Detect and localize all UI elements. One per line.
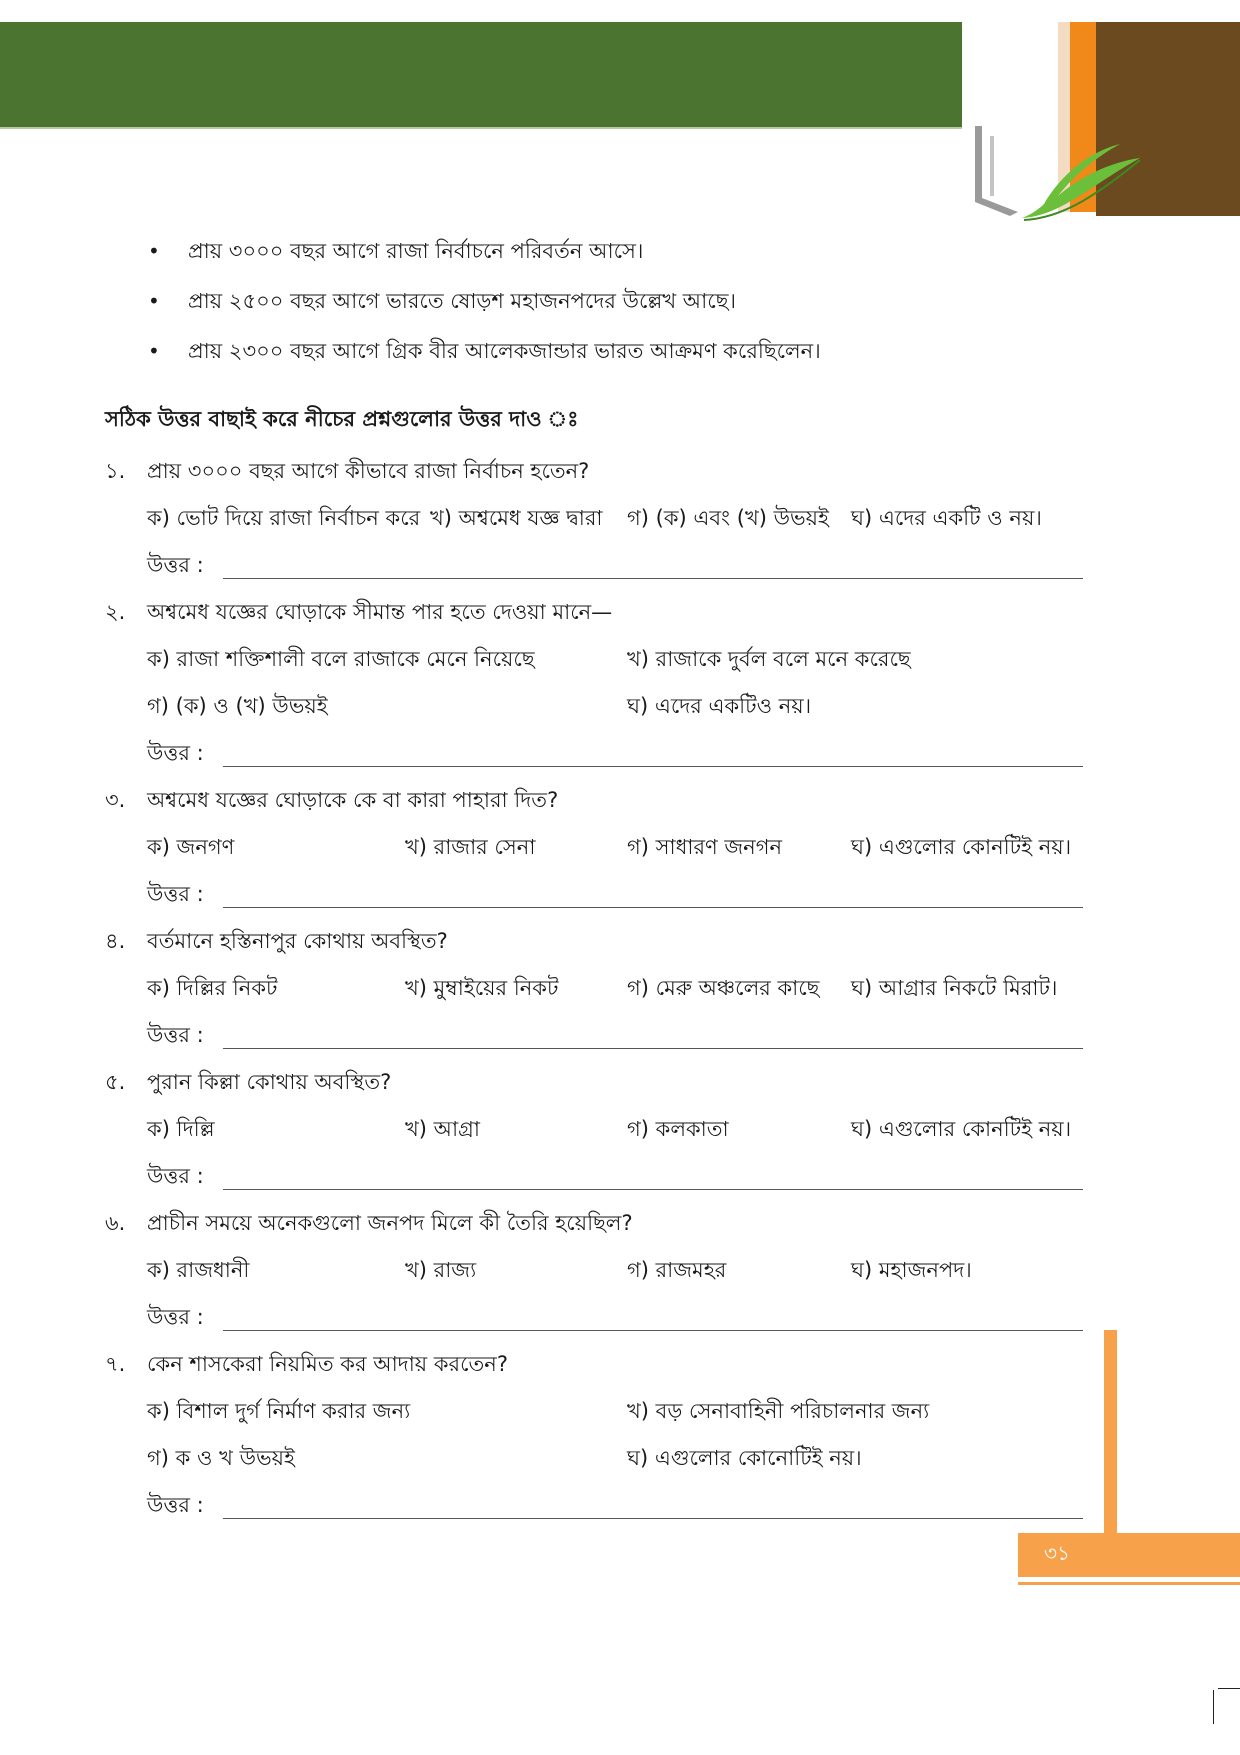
answer-row (105, 1161, 1095, 1208)
option-d: ঘ) এগুলোর কোনটিই নয়। (851, 1117, 1072, 1141)
option-row (105, 1443, 1095, 1490)
option-b: খ) রাজাকে দুর্বল বলে মনে করেছে (627, 647, 911, 671)
question-5 (105, 1067, 1095, 1208)
question-number: ৬. (105, 1211, 126, 1235)
answer-row (105, 1490, 1095, 1537)
answer-label: উত্তর : (147, 741, 204, 765)
option-b: খ) অশ্বমেধ যজ্ঞ দ্বারা (430, 506, 603, 530)
option-d: ঘ) এগুলোর কোনটিই নয়। (851, 835, 1072, 859)
option-b: খ) মুম্বাইয়ের নিকট (405, 976, 559, 1000)
header-band-edge (0, 127, 962, 129)
question-2 (105, 597, 1095, 785)
answer-line[interactable] (223, 1189, 1083, 1190)
option-a: ক) বিশাল দুর্গ নির্মাণ করার জন্য (147, 1399, 411, 1423)
fact-item: • প্রায় ৩০০০ বছর আগে রাজা নির্বাচনে পরিবর্তন আসে। (148, 239, 644, 263)
answer-line[interactable] (223, 578, 1083, 579)
answer-row (105, 738, 1095, 785)
question-text: অশ্বমেধ যজ্ঞের ঘোড়াকে কে বা কারা পাহারা দিত? (147, 788, 559, 812)
question-text: প্রায় ৩০০০ বছর আগে কীভাবে রাজা নির্বাচন হতেন? (147, 459, 590, 483)
question-text: প্রাচীন সময়ে অনেকগুলো জনপদ মিলে কী তৈরি হয়েছিল? (147, 1211, 633, 1235)
option-d: ঘ) আগ্রার নিকটে মিরাট। (851, 976, 1058, 1000)
page-number: ৩১ (1044, 1541, 1070, 1565)
question-4 (105, 926, 1095, 1067)
answer-label: উত্তর : (147, 1164, 204, 1188)
option-d: ঘ) এদের একটি ও নয়। (851, 506, 1042, 530)
option-b: খ) আগ্রা (405, 1117, 480, 1141)
question-text: কেন শাসকেরা নিয়মিত কর আদায় করতেন? (147, 1352, 508, 1376)
side-accent-bar (1104, 1330, 1117, 1535)
fact-item: • প্রায় ২৫০০ বছর আগে ভারতে ষোড়শ মহাজনপদের উল্লেখ আছে। (148, 289, 736, 313)
answer-row (105, 550, 1095, 597)
answer-row (105, 879, 1095, 926)
page-number-tab (1018, 1533, 1240, 1577)
question-text: পুরান কিল্লা কোথায় অবস্থিত? (147, 1070, 392, 1094)
crop-mark (1213, 1690, 1214, 1724)
option-d: ঘ) এগুলোর কোনোটিই নয়। (627, 1446, 862, 1470)
question-1 (105, 456, 1095, 597)
answer-row (105, 1020, 1095, 1067)
answer-line[interactable] (223, 1330, 1083, 1331)
answer-label: উত্তর : (147, 1023, 204, 1047)
option-row (105, 691, 1095, 738)
option-row (105, 503, 1095, 550)
sprout-icon (960, 126, 1150, 226)
question-3 (105, 785, 1095, 926)
option-row (105, 1114, 1095, 1161)
question-number: ৩. (105, 788, 126, 812)
option-row (105, 1396, 1095, 1443)
question-number: ১. (105, 459, 126, 483)
answer-line[interactable] (223, 907, 1083, 908)
question-6 (105, 1208, 1095, 1349)
option-a: ক) দিল্লি (147, 1117, 215, 1141)
answer-label: উত্তর : (147, 882, 204, 906)
option-a: ক) জনগণ (147, 835, 235, 859)
question-number: ২. (105, 600, 126, 624)
answer-label: উত্তর : (147, 1493, 204, 1517)
crop-mark (1218, 1688, 1240, 1689)
option-b: খ) রাজ্য (405, 1258, 477, 1282)
page-tab-underline (1018, 1582, 1240, 1585)
header-band (0, 22, 962, 127)
answer-row (105, 1302, 1095, 1349)
option-c: গ) (ক) ও (খ) উভয়ই (147, 694, 328, 718)
option-d: ঘ) মহাজনপদ। (851, 1258, 972, 1282)
option-c: গ) সাধারণ জনগন (627, 835, 782, 859)
question-text: অশ্বমেধ যজ্ঞের ঘোড়াকে সীমান্ত পার হতে দেওয়া মানে— (147, 600, 613, 624)
option-a: ক) ভোট দিয়ে রাজা নির্বাচন করে (147, 506, 421, 530)
option-a: ক) রাজধানী (147, 1258, 250, 1282)
option-c: গ) মেরু অঞ্চলের কাছে (627, 976, 820, 1000)
option-b: খ) রাজার সেনা (405, 835, 536, 859)
question-text: বর্তমানে হস্তিনাপুর কোথায় অবস্থিত? (147, 929, 448, 953)
answer-line[interactable] (223, 1518, 1083, 1519)
option-c: গ) রাজমহর (627, 1258, 727, 1282)
option-row (105, 973, 1095, 1020)
option-c: গ) ক ও খ উভয়ই (147, 1446, 295, 1470)
fact-item: • প্রায় ২৩০০ বছর আগে গ্রিক বীর আলেকজান্ডার ভারত আক্রমণ করেছিলেন। (148, 339, 821, 363)
question-7 (105, 1349, 1095, 1537)
answer-label: উত্তর : (147, 553, 204, 577)
option-row (105, 1255, 1095, 1302)
answer-label: উত্তর : (147, 1305, 204, 1329)
question-number: ৭. (105, 1352, 126, 1376)
question-number: ৪. (105, 929, 126, 953)
question-number: ৫. (105, 1070, 126, 1094)
option-c: গ) কলকাতা (627, 1117, 729, 1141)
option-row (105, 644, 1095, 691)
option-b: খ) বড় সেনাবাহিনী পরিচালনার জন্য (627, 1399, 930, 1423)
fact-list (148, 236, 1048, 386)
question-list (105, 456, 1095, 1537)
answer-line[interactable] (223, 1048, 1083, 1049)
answer-line[interactable] (223, 766, 1083, 767)
option-d: ঘ) এদের একটিও নয়। (627, 694, 812, 718)
instruction-heading: সঠিক উত্তর বাছাই করে নীচের প্রশ্নগুলোর উত্তর দাও ঃ (105, 407, 579, 431)
option-c: গ) (ক) এবং (খ) উভয়ই (627, 506, 829, 530)
option-a: ক) দিল্লির নিকট (147, 976, 278, 1000)
option-a: ক) রাজা শক্তিশালী বলে রাজাকে মেনে নিয়েছে (147, 647, 535, 671)
option-row (105, 832, 1095, 879)
